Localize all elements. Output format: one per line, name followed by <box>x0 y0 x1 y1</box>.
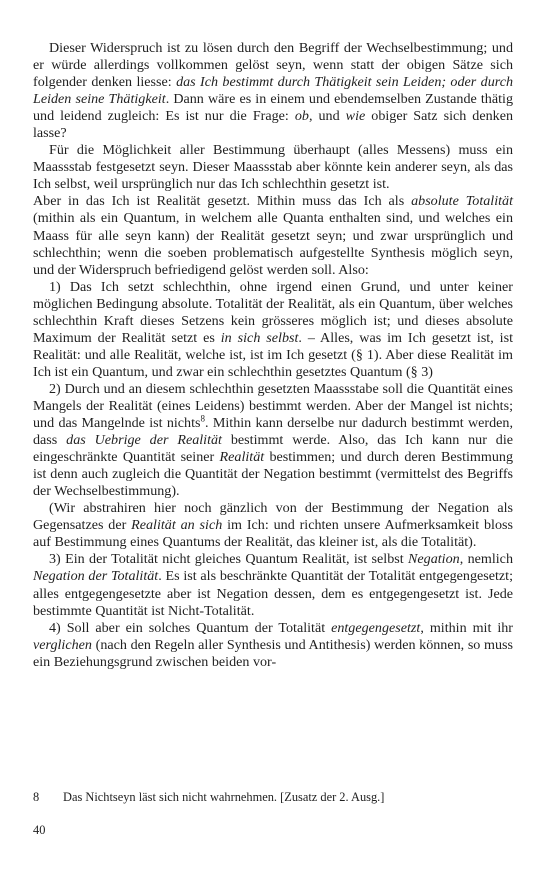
emphasis-run: Realität <box>219 449 265 466</box>
text-run: 1) Das Ich setzt schlechthin, ohne irgend einen Grund, und unter keiner möglichen Bedingung absolute. Totalität der Realität, als ein Quantum, über welches schlechthin Kraft dieses Setzens kein grösseres möglich ist; und dieses absolute Maximum der Realität setzt es <box>33 278 513 346</box>
paragraph <box>33 381 513 500</box>
text-run: Dieser Widerspruch ist zu lösen durch den Begriff der Wechselbestimmung; und er würde allerdings vollkommen gelöst seyn, wenn statt der obigen Sätze sich folgender denken liesse: <box>33 40 513 91</box>
text-run: (mithin als ein Quantum, in welchem alle Quanta enthalten sind, und welches ein Maass für alle seyn kann) der Realität gesetzt seyn; und zwar ursprünglich und schlechthin; wenn die soeben problematisch aufgestellte Synthesis möglich seyn, und der Widerspruch befriedigend gelöst werden soll. Also: <box>33 210 513 278</box>
text-run: , mithin mit ihr <box>420 619 513 636</box>
emphasis-run: Negation der Totalität <box>33 568 159 585</box>
paragraph <box>33 40 513 142</box>
text-run: . Dann wäre es in einem und ebendemselben Zustande thätig und leidend zugleich: Es ist nur die Frage: <box>33 91 513 125</box>
footnote-ref: 8 <box>200 413 206 424</box>
page-number: 40 <box>33 823 46 837</box>
paragraph <box>33 193 513 278</box>
text-run: (Wir abstrahiren hier noch gänzlich von der Bestimmung der Negation als Gegensatzes der <box>33 500 513 534</box>
text-run: , nemlich <box>459 551 513 568</box>
text-run: 4) Soll aber ein solches Quantum der Totalität <box>49 619 332 636</box>
text-run: im Ich: und richten unsere Aufmerksamkeit bloss auf Bestimmung eines Quantums der Realität, das kleiner ist, als die Totalität). <box>33 517 513 551</box>
text-run: (nach den Regeln aller Synthesis und Antithesis) werden können, so muss ein Beziehungsgrund zwischen beiden vor- <box>33 636 513 670</box>
footnote-text: Das Nichtseyn läst sich nicht wahrnehmen. [Zusatz der 2. Ausg.] <box>63 790 385 804</box>
paragraph <box>33 142 513 193</box>
text-run: bestimmen; und durch deren Bestimmung ist denn auch zugleich die Quantität der Negation bestimmt (vermittelst des Begriffs der Wechselbestimmung). <box>33 449 513 500</box>
emphasis-run: verglichen <box>33 636 92 653</box>
text-run: . Es ist als beschränkte Quantität der Totalität entgegengesetzt; alles entgegengesetzte aber ist Negation dessen, dem es entgegengesetzt ist. Jede bestimmte Quantität ist Nicht-Totalität. <box>33 568 513 619</box>
text-run: bestimmt werde. Also, das Ich kann nur die eingeschränkte Quantität seiner <box>33 432 514 466</box>
emphasis-run: das Uebrige der Realität <box>66 432 222 449</box>
text-run: obiger Satz sich denken lasse? <box>33 108 514 142</box>
text-run: , und <box>308 108 346 125</box>
body-text <box>33 40 513 671</box>
text-run: 3) Ein der Totalität nicht gleiches Quantum Realität, ist selbst <box>49 551 409 568</box>
emphasis-run: absolute Totalität <box>411 193 513 210</box>
text-run: Aber in das Ich ist Realität gesetzt. Mithin muss das Ich als <box>33 193 412 210</box>
text-run: . Mithin kann derselbe nur dadurch bestimmt werden, dass <box>33 415 513 449</box>
emphasis-run: Realität an sich <box>131 517 223 534</box>
emphasis-run: in sich selbst <box>220 329 299 346</box>
paragraph <box>33 500 513 551</box>
emphasis-run: wie <box>345 108 366 125</box>
paragraph <box>33 551 513 619</box>
emphasis-run: das Ich bestimmt durch Thätigkeit sein Leiden; oder durch Leiden seine Thätigkeit <box>33 74 514 108</box>
emphasis-run: ob <box>294 108 309 125</box>
emphasis-run: entgegengesetzt <box>331 619 421 636</box>
text-run: 2) Durch und an diesem schlechthin gesetzten Maassstabe soll die Quantität eines Mangels der Realität (eines Leidens) bestimmt werden. Aber der Mangel ist nichts; und das Mangelnde ist nichts <box>33 380 513 432</box>
text-run: . – Alles, was im Ich gesetzt ist, ist Realität: und alle Realität, welche ist, ist im Ich gesetzt (§ 1). Aber diese Realität im Ich ist ein Quantum, und zwar ein schlechthin gesetztes Quantum (§ 3) <box>33 329 513 380</box>
paragraph <box>33 279 513 381</box>
footnote-number: 8 <box>33 790 40 804</box>
emphasis-run: Negation <box>408 551 460 568</box>
paragraph <box>33 620 513 671</box>
text-run: Für die Möglichkeit aller Bestimmung überhaupt (alles Messens) muss ein Maassstab festgesetzt seyn. Dieser Maassstab aber könnte kein anderer seyn, als das Ich selbst, weil ursprünglich nur das Ich schlechthin gesetzt ist. <box>33 142 513 193</box>
footnote <box>33 789 513 805</box>
